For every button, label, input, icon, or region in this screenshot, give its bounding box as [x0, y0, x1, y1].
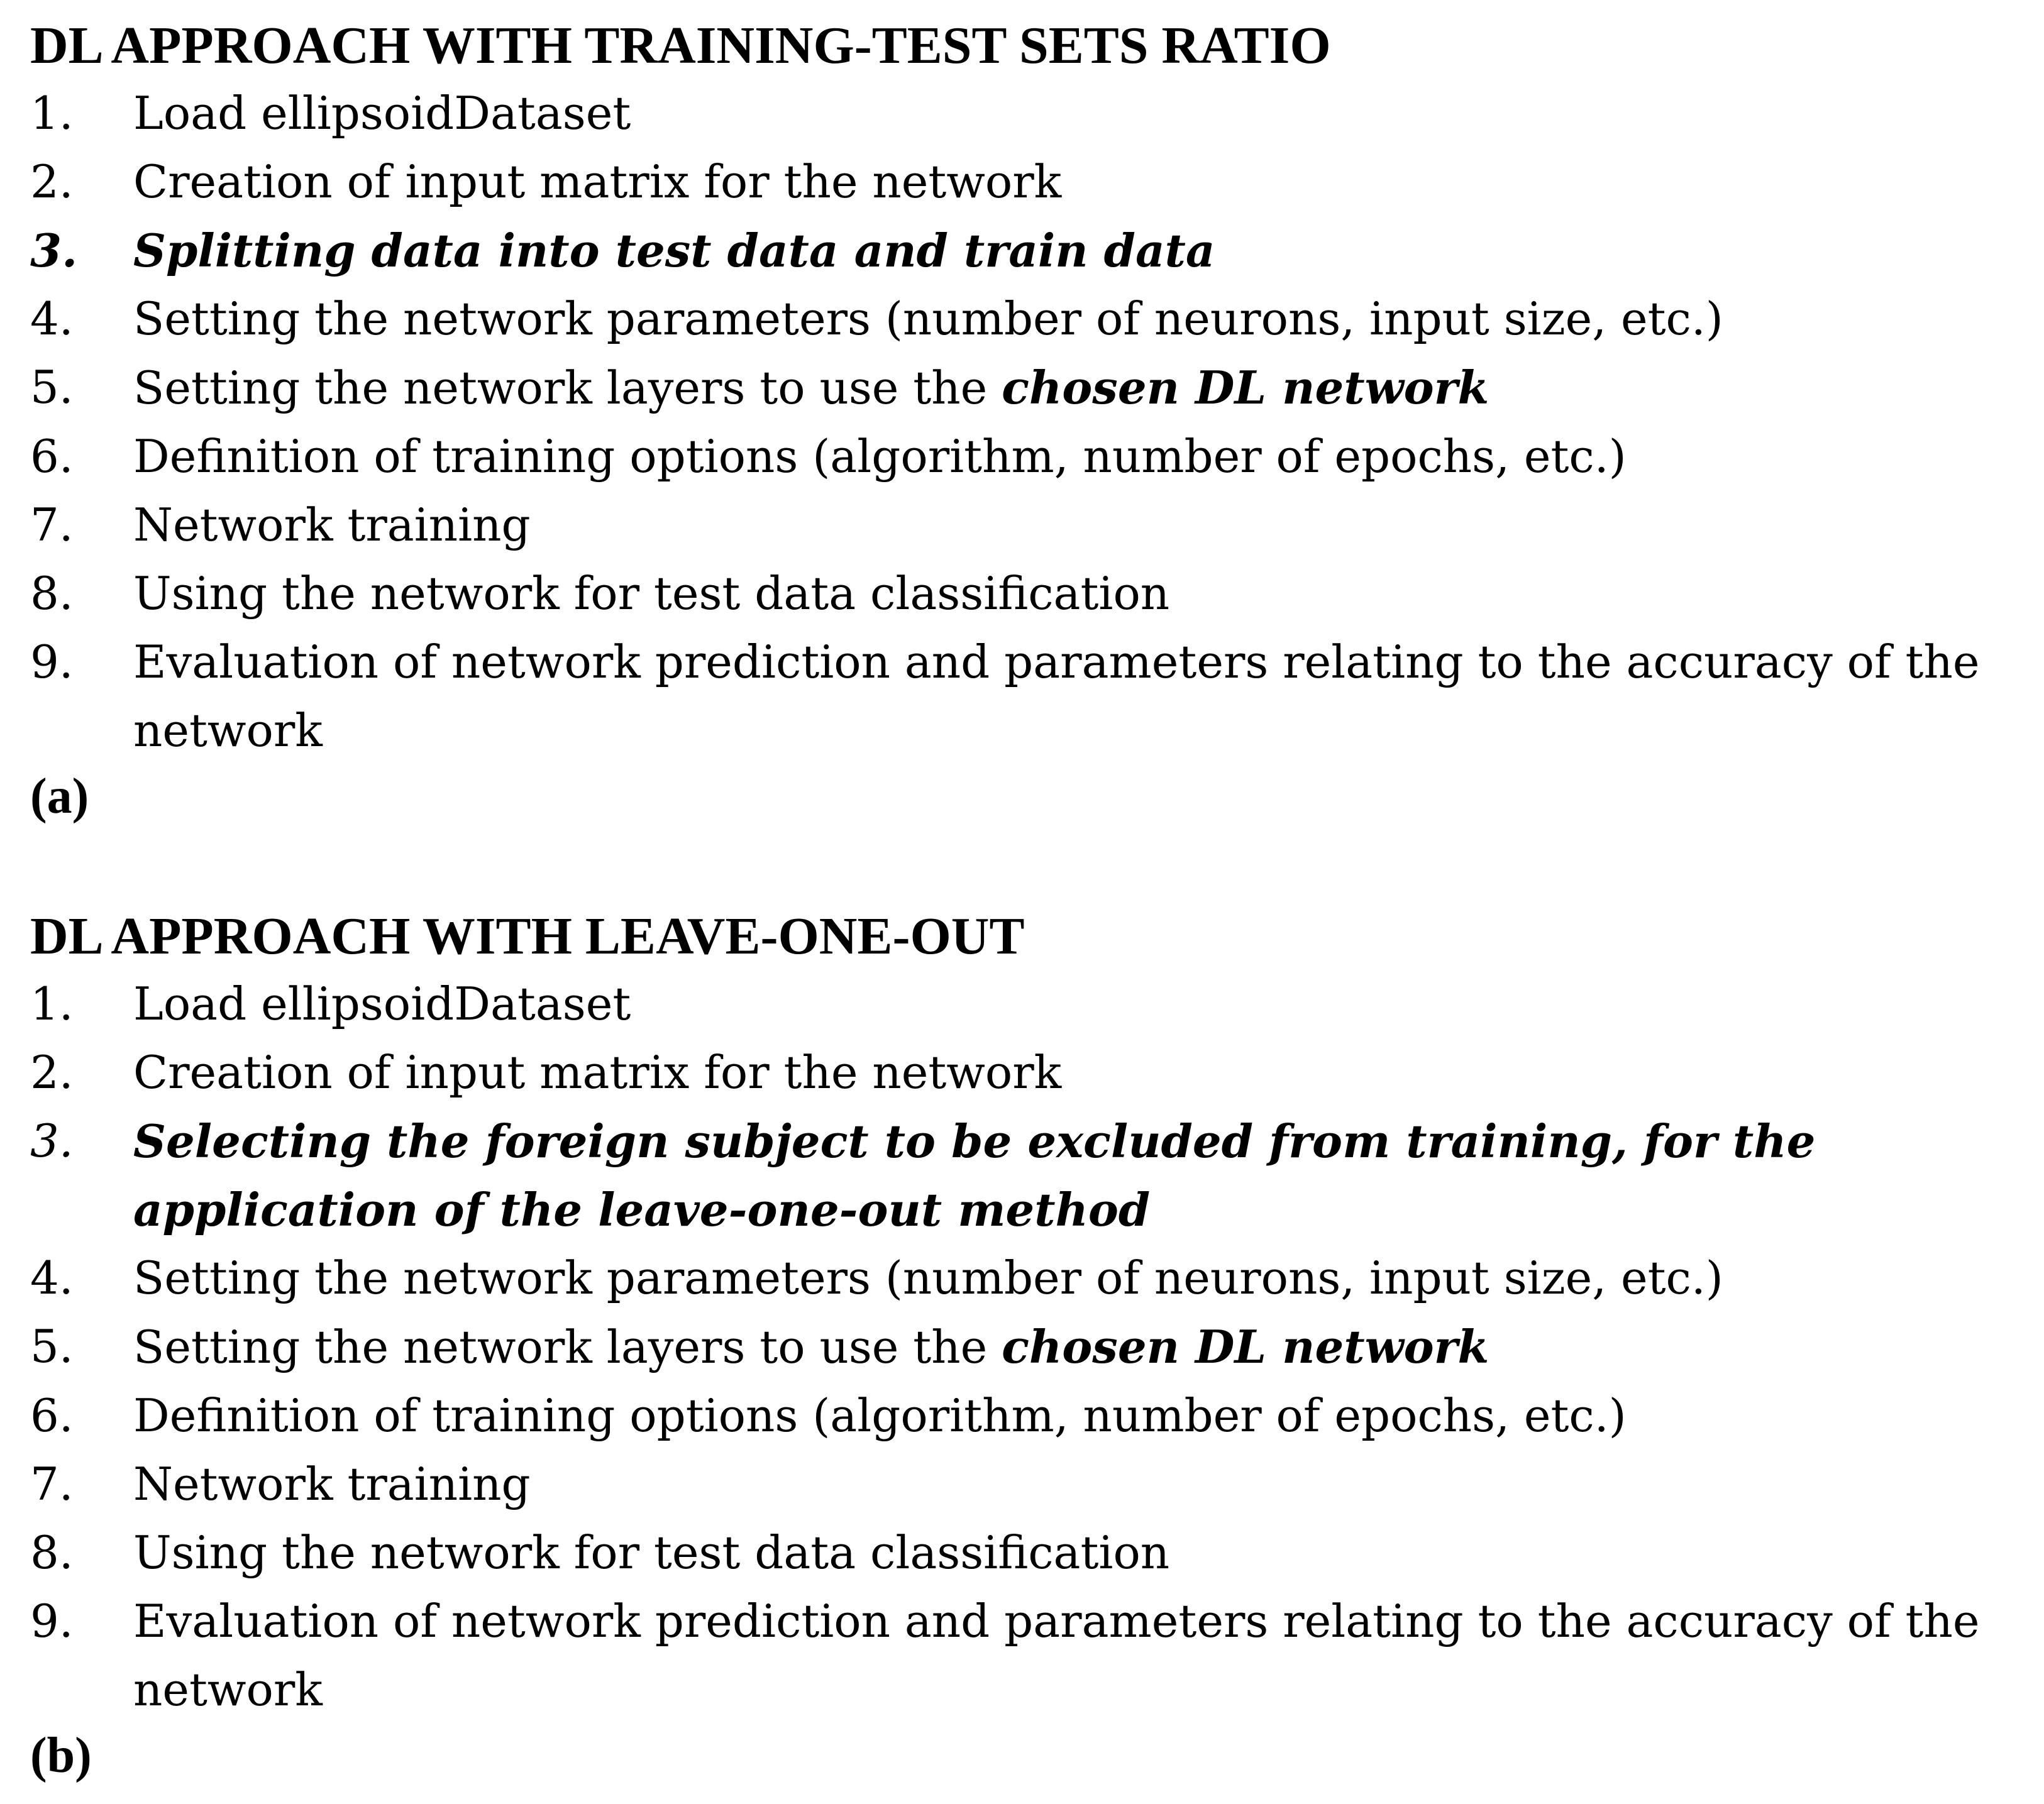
list-item [30, 1107, 2030, 1244]
step-text: Creation of input matrix for the network [133, 155, 1062, 208]
list-item [30, 216, 2030, 285]
step-number: 2. [30, 155, 74, 208]
step-text [133, 1312, 2030, 1382]
step-number: 6. [30, 1389, 74, 1442]
step-number: 8. [30, 567, 74, 620]
step-text: Using the network for test data classification [133, 1526, 1170, 1579]
step-number: 8. [30, 1526, 74, 1579]
list-item [30, 1587, 2030, 1724]
step-text-emphasis: chosen DL network [1002, 1320, 1489, 1373]
list-item [30, 491, 2030, 559]
step-number: 9. [30, 635, 74, 688]
step-text-prefix: Setting the network layers to use the [133, 361, 1002, 414]
step-text: Evaluation of network prediction and parameters relating to the accuracy of the network [133, 1595, 1980, 1716]
step-number: 1. [30, 87, 74, 140]
list-item [30, 422, 2030, 491]
list-item [30, 285, 2030, 353]
list-item [30, 1038, 2030, 1107]
step-number: 9. [30, 1595, 74, 1647]
step-number: 4. [30, 292, 74, 345]
list-item [30, 1312, 2030, 1382]
step-number: 3. [30, 224, 78, 277]
list-item [30, 79, 2030, 148]
step-text: Creation of input matrix for the network [133, 1046, 1062, 1099]
step-number: 7. [30, 498, 74, 551]
document [30, 13, 2030, 1787]
section-b-heading: DL APPROACH WITH LEAVE-ONE-OUT [30, 907, 1025, 965]
step-number: 7. [30, 1458, 74, 1510]
step-text: Definition of training options (algorithm, number of epochs, etc.) [133, 1389, 1627, 1442]
step-text: Splitting data into test data and train data [133, 224, 1215, 277]
step-number: 4. [30, 1251, 74, 1304]
step-text: Setting the network parameters (number of neurons, input size, etc.) [133, 292, 1723, 345]
step-number: 6. [30, 430, 74, 483]
list-item [30, 1382, 2030, 1450]
step-text: Evaluation of network prediction and parameters relating to the accuracy of the network [133, 635, 1980, 757]
section-b-steps [30, 970, 2030, 1724]
step-text: Network training [133, 498, 531, 551]
step-number: 1. [30, 977, 74, 1030]
step-text: Setting the network parameters (number of neurons, input size, etc.) [133, 1251, 1723, 1304]
section-a [30, 13, 2030, 828]
step-text: Network training [133, 1458, 531, 1510]
step-text: Load ellipsoidDataset [133, 87, 631, 140]
step-text: Definition of training options (algorithm, number of epochs, etc.) [133, 430, 1627, 483]
list-item [30, 1450, 2030, 1519]
list-item [30, 970, 2030, 1038]
list-item [30, 1519, 2030, 1587]
list-item [30, 559, 2030, 628]
list-item [30, 148, 2030, 216]
list-item [30, 628, 2030, 765]
step-number: 2. [30, 1046, 74, 1099]
step-text-prefix: Setting the network layers to use the [133, 1321, 1002, 1373]
step-number: 5. [30, 361, 74, 414]
step-number: 3. [30, 1114, 74, 1167]
section-b [30, 903, 2030, 1787]
step-text [133, 353, 2030, 422]
section-gap [30, 828, 2030, 903]
list-item [30, 353, 2030, 422]
section-a-steps [30, 79, 2030, 765]
step-text: Using the network for test data classification [133, 567, 1170, 620]
list-item [30, 1244, 2030, 1312]
step-text: Selecting the foreign subject to be excluded from training, for the application of the leave-one-out method [133, 1114, 1816, 1236]
section-a-heading: DL APPROACH WITH TRAINING-TEST SETS RATIO [30, 16, 1331, 75]
step-number: 5. [30, 1320, 74, 1373]
panel-label-a: (a) [30, 769, 89, 824]
step-text-emphasis: chosen DL network [1002, 361, 1489, 414]
step-text: Load ellipsoidDataset [133, 977, 631, 1030]
panel-label-b: (b) [30, 1728, 92, 1783]
